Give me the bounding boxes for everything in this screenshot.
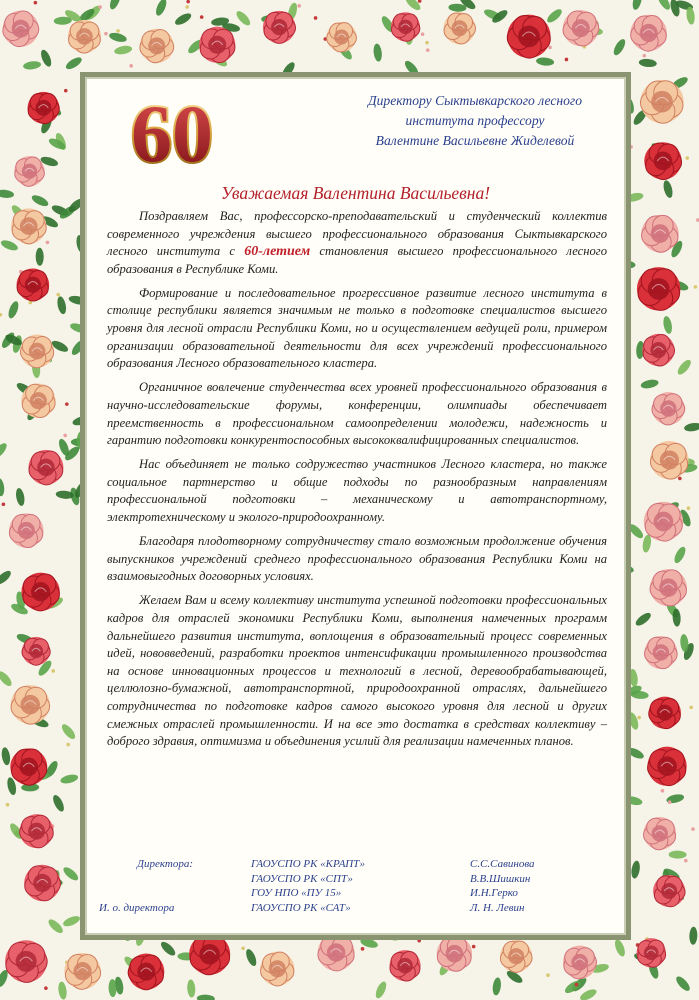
signer-name: Л. Н. Левин	[470, 901, 525, 914]
certificate-sheet	[80, 72, 631, 940]
anniversary-highlight: 60-летием	[244, 244, 311, 260]
signature-titles	[99, 857, 193, 915]
addressee-line: Валентине Васильевне Жиделевой	[375, 133, 575, 148]
greeting: Уважаемая Валентина Васильевна!	[220, 183, 491, 203]
anniversary-emblem	[115, 89, 230, 169]
paragraph: Органичное вовлечение студенчества всех уровней профессионального образования в научно-исследовательские форумы, конференции, олимпиады обеспечивает преемственность в профессиональном самоопределении молодежи, надежность и гарантию подготовки конкурентоспособных высококвалифицированных специалистов.	[107, 380, 607, 448]
addressee-block	[335, 91, 615, 151]
signature-names	[470, 857, 535, 915]
paragraph: Поздравляем Вас, профессорско-преподавательский и студенческий коллектив современного учреждения высшего профессионального образования Сыктывкарского лесного института с 60-летием становления высшего профессионального лесного образования в Республике Коми.	[107, 209, 607, 276]
org-name: ГАОУСПО РК «КРАПТ»	[251, 858, 366, 870]
signer-name: И.Н.Герко	[470, 887, 518, 899]
letter-body	[107, 208, 607, 757]
signer-name: С.С.Савинова	[470, 858, 535, 870]
org-name: ГОУ НПО «ПУ 15»	[251, 887, 342, 899]
org-name: ГАОУСПО РК «СПТ»	[251, 872, 353, 885]
paragraph: Благодаря плодотворному сотрудничеству стало возможным продолжение обучения выпускников учреждений среднего профессионального образования Республики Коми на взаимовыгодных договорных условиях.	[107, 534, 607, 584]
paragraph: Желаем Вам и всему коллективу института успешной подготовки профессиональных кадров для отраслей экономики Республики Коми, выполнения намеченных программ дальнейшего развития института, воплощения в образовательный процесс современных идей, нововведений, разработки проектов интенсификации промышленного производства на основе инновационных процессов и технологий в лесной, деревообрабатывающей, целлюлозно-бумажной, автотранспортной, природоохранной отраслях, дальнейшего сотрудничества по подготовке кадров самого высокого уровня для лесной и других смежных отраслей промышленности. И на все это достатка в средствах коллективу – доброго здравия, оптимизма и объединения усилий для реализации намеченных планов.	[107, 593, 607, 749]
signature-orgs	[251, 857, 365, 915]
addressee-line: института профессору	[405, 113, 545, 128]
anniversary-number: 60	[131, 89, 213, 169]
title-directors: Директора:	[137, 858, 193, 870]
signer-name: В.В.Шишкин	[470, 872, 531, 885]
title-acting: И. о. директора	[99, 901, 175, 914]
addressee-line: Директору Сыктывкарского лесного	[367, 93, 583, 108]
org-name: ГАОУСПО РК «САТ»	[251, 901, 351, 914]
paragraph: Формирование и последовательное прогрессивное развитие лесного института в столице республики является значимым не только в подготовке специалистов высшего уровня для лесной отрасли Республики Коми, но и осуществлением ведущей роли, примером организации образовательной деятельности для всех учреждений профессионального образования Лесного образовательного кластера.	[107, 285, 607, 371]
paragraph: Нас объединяет не только содружество участников Лесного кластера, но также социальное партнерство и общие подходы по разнообразным направлениям профессиональной подготовки – механическому и автотранспортному, электротехническому и эколого-природоохранному.	[107, 457, 607, 524]
